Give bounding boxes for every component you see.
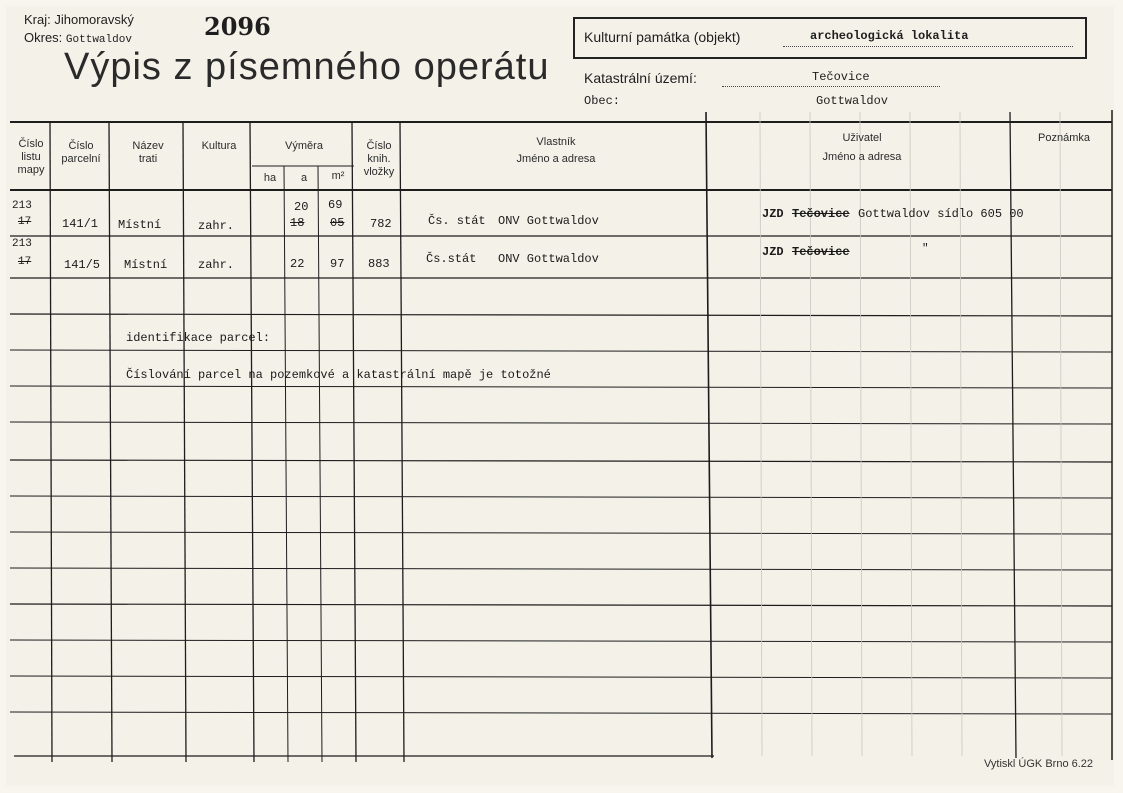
kraj-value: Jihomoravský	[54, 12, 134, 27]
row1-vlozka: 782	[370, 217, 392, 231]
row1-a-new: 20	[294, 200, 309, 214]
obec-value: Gottwaldov	[816, 94, 889, 108]
katastr-label: Katastrální území:	[584, 70, 697, 86]
row1-vlastnik-a: Čs. stát	[428, 214, 486, 228]
row2-a: 22	[290, 257, 305, 271]
form-number: 2096	[204, 12, 271, 41]
obec-label: Obec:	[584, 94, 621, 108]
col-vymera-m2: m²	[331, 170, 345, 182]
row2-uzivatel-b: "	[922, 243, 929, 255]
row1-kultura: zahr.	[198, 219, 235, 233]
pamatka-value: archeologická lokalita	[810, 29, 969, 43]
row2-vlozka: 883	[368, 257, 390, 271]
okres-value: Gottwaldov	[65, 34, 132, 46]
row1-vlastnik-b: ONV Gottwaldov	[498, 214, 599, 228]
row2-uzivatel-struck: Tečovice	[792, 245, 850, 259]
col-nazev-trati	[112, 140, 184, 166]
numbering-note: Číslování parcel na pozemkové a katastrální mapě je totožné	[126, 368, 551, 382]
row1-list-new: 213	[12, 200, 32, 212]
col-cislo-listu-line1: Číslo	[18, 138, 44, 150]
col-uzivatel-line1: Uživatel	[842, 132, 882, 144]
col-nazev-trati-line1: Název	[132, 140, 164, 152]
col-cislo-knih-line1: Číslo	[366, 140, 392, 152]
col-vlastnik-line1: Vlastník	[536, 136, 576, 148]
katastr-value: Tečovice	[812, 70, 870, 84]
col-cislo-parcelni-line1: Číslo	[68, 140, 94, 152]
col-poznamka: Poznámka	[1038, 132, 1090, 144]
printer-note: Vytiskl ÚGK Brno 6.22	[984, 758, 1094, 770]
col-uzivatel	[712, 132, 1012, 164]
row2-kultura: zahr.	[198, 258, 235, 272]
row1-uzivatel-b: Gottwaldov sídlo 605 00	[858, 207, 1024, 221]
col-cislo-listu-line2: listu	[21, 151, 41, 163]
row1-m2-old: 05	[330, 216, 345, 230]
okres-label: Okres:	[24, 30, 63, 45]
row2-nazev: Místní	[124, 258, 168, 272]
identification-note: identifikace parcel:	[126, 331, 271, 345]
col-cislo-parcelni	[52, 140, 110, 166]
kraj-label: Kraj:	[24, 12, 51, 27]
row2-vlastnik-b: ONV Gottwaldov	[498, 252, 599, 266]
col-cislo-knih-line2: knih.	[367, 153, 391, 165]
col-vlastnik-line2: Jméno a adresa	[516, 153, 596, 165]
col-cislo-listu-line3: mapy	[17, 164, 45, 176]
row2-list-new: 213	[12, 238, 32, 250]
row2-parcel: 141/5	[64, 258, 101, 272]
row1-m2-new: 69	[328, 198, 343, 212]
col-cislo-knih-line3: vložky	[363, 166, 395, 178]
row1-uzivatel-a: JZD	[762, 207, 784, 221]
col-uzivatel-line2: Jméno a adresa	[822, 151, 902, 163]
row2-vlastnik-a: Čs.stát	[426, 252, 477, 266]
document-title: Výpis z písemného operátu	[64, 46, 550, 88]
col-cislo-knih	[356, 140, 402, 179]
row1-a-old: 18	[290, 216, 305, 230]
row1-parcel: 141/1	[62, 217, 99, 231]
row1-uzivatel-struck: Tečovice	[792, 207, 850, 221]
row1-list-old: 17	[18, 216, 32, 228]
pamatka-label: Kulturní památka (objekt)	[584, 29, 741, 45]
row1-nazev: Místní	[118, 218, 162, 232]
col-kultura: Kultura	[201, 140, 237, 152]
col-vymera-ha: ha	[263, 172, 277, 184]
col-vymera-a: a	[300, 172, 308, 184]
row2-uzivatel-a: JZD	[762, 245, 784, 259]
col-nazev-trati-line2: trati	[138, 153, 158, 165]
row2-m2: 97	[330, 257, 345, 271]
col-vlastnik	[404, 136, 708, 166]
col-cislo-parcelni-line2: parcelní	[61, 153, 101, 165]
col-cislo-listu	[12, 138, 50, 177]
row2-list-old: 17	[18, 256, 32, 268]
col-vymera: Výměra	[285, 140, 323, 152]
